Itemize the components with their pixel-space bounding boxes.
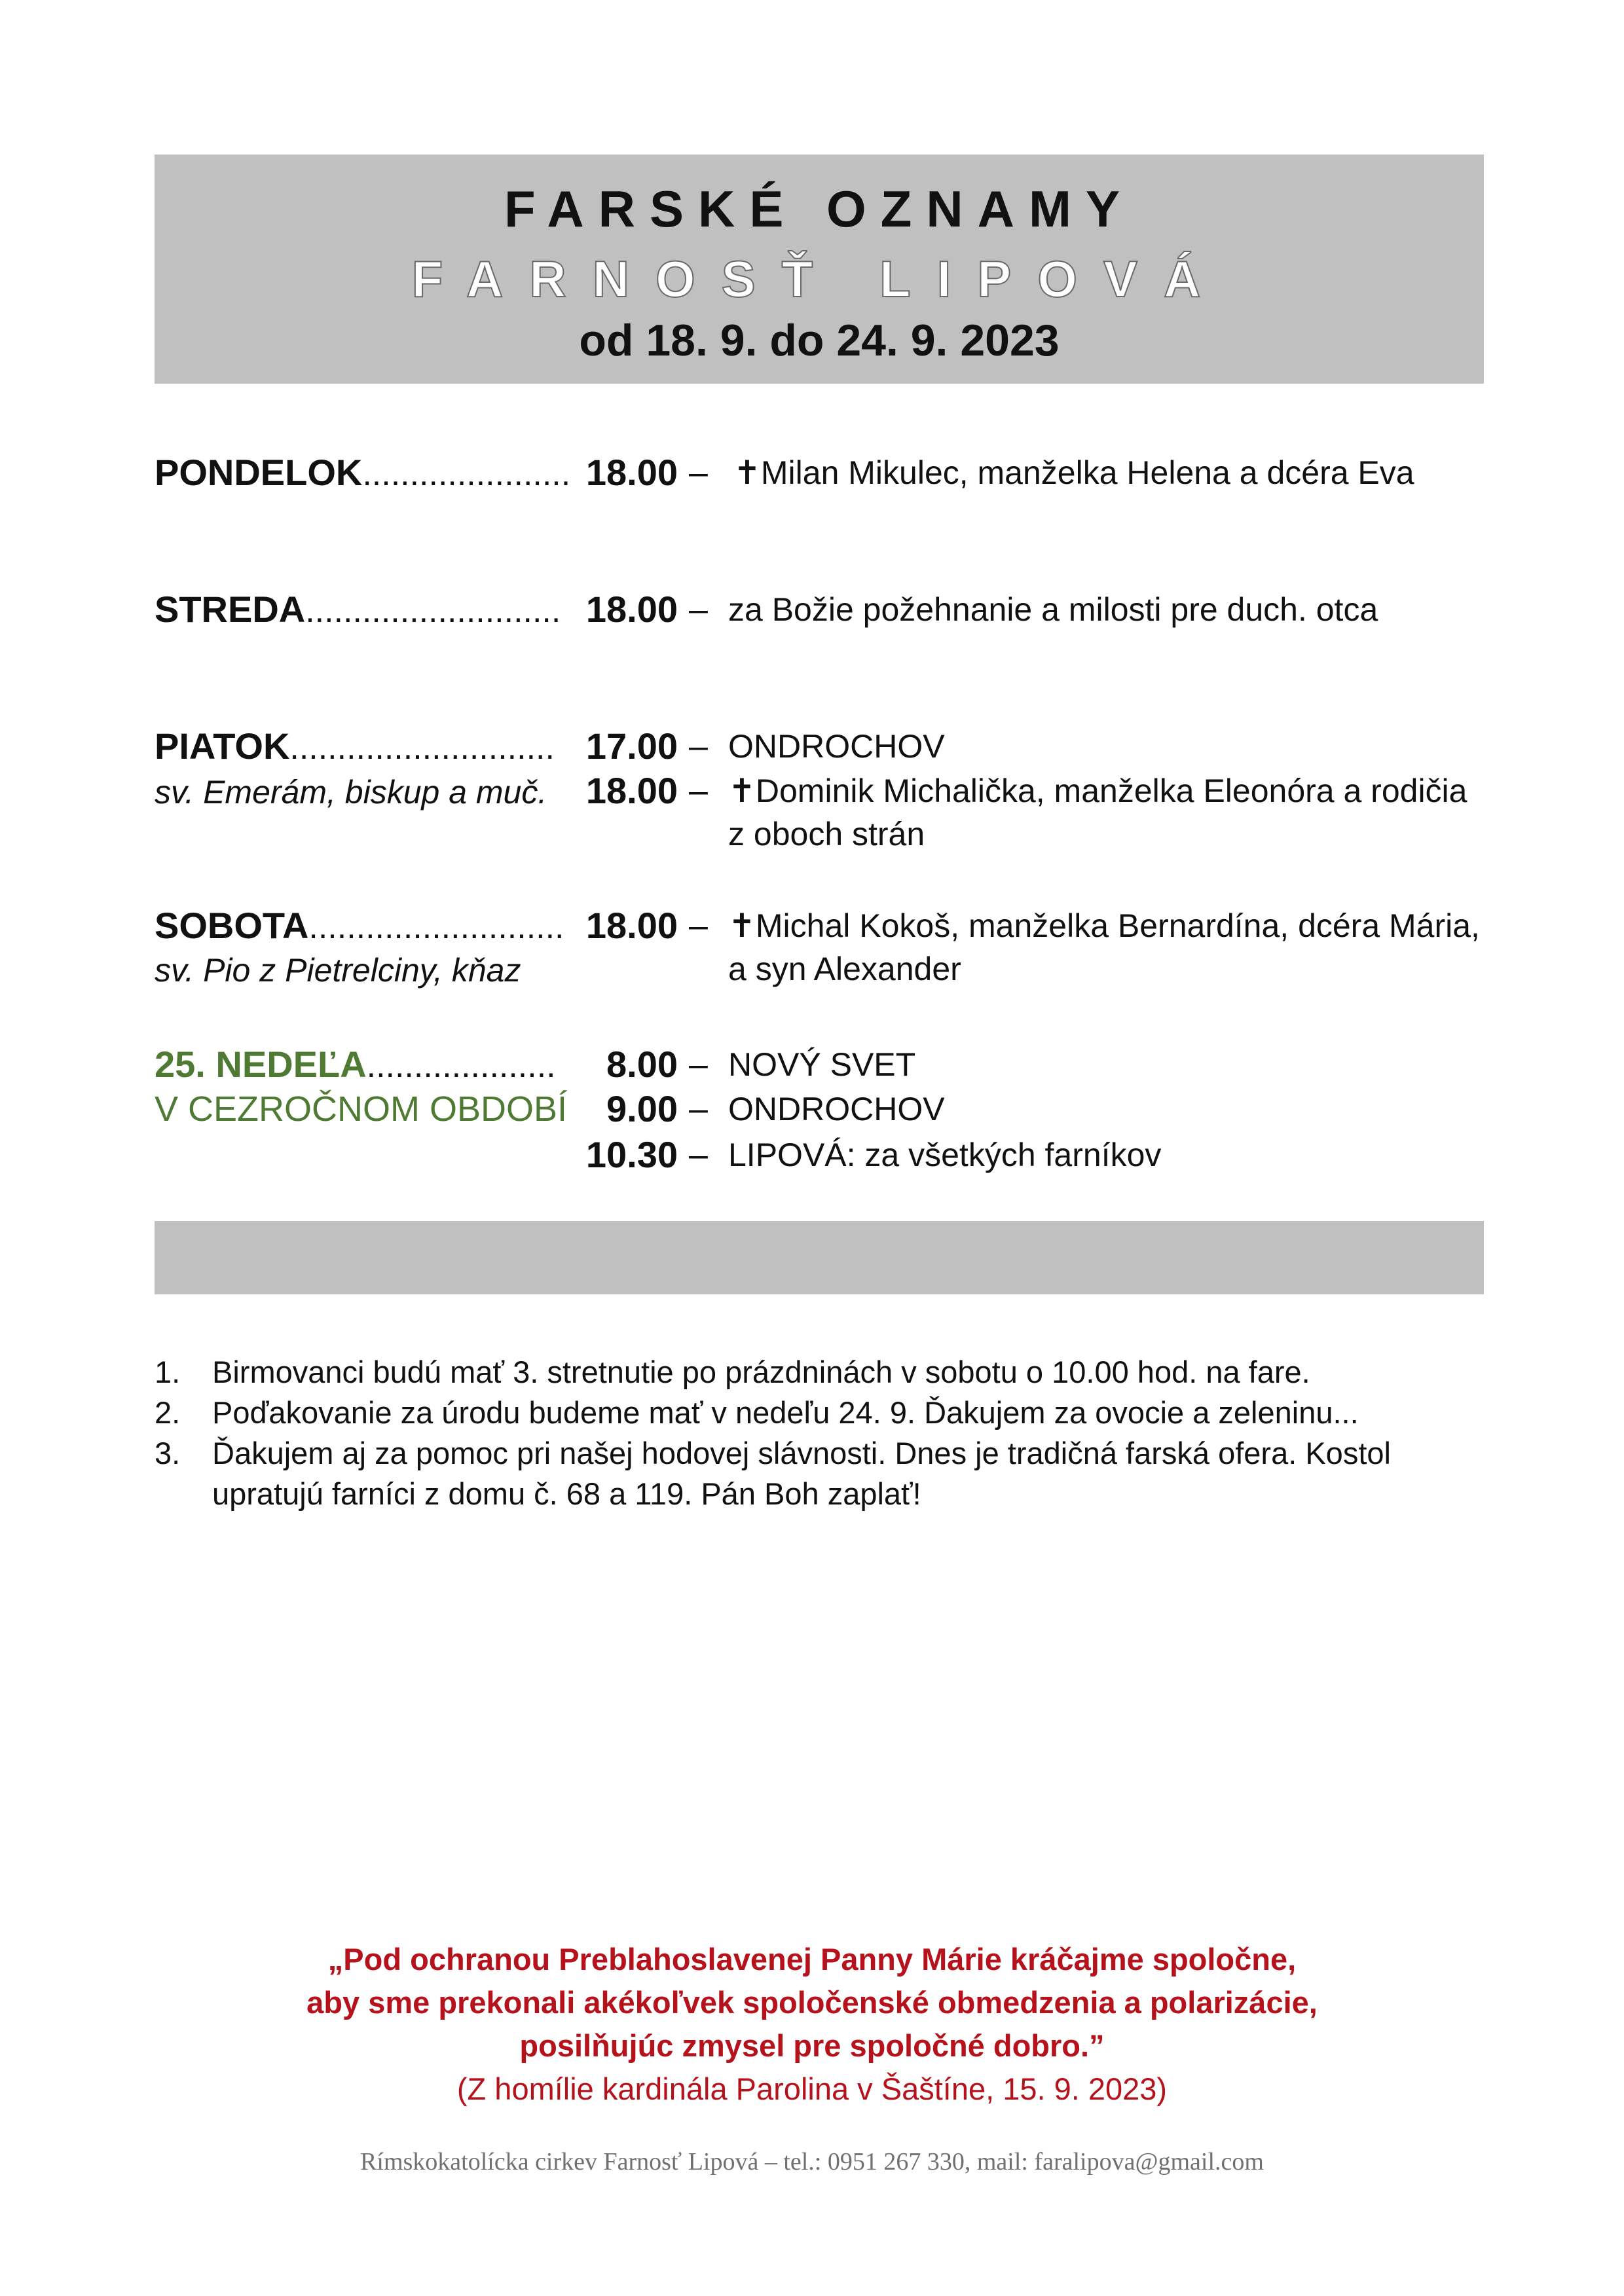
- liturgical-season: V CEZROČNOM OBDOBÍ: [155, 1089, 568, 1129]
- quote-line: „Pod ochranou Preblahoslavenej Panny Márie kráčajme spoločne,: [327, 1942, 1297, 1977]
- notice-item: [155, 1392, 1359, 1434]
- mass-intention-cont: a syn Alexander: [728, 951, 961, 987]
- schedule-row-pondelok: [155, 449, 570, 496]
- leader-dots: ............................: [289, 729, 555, 767]
- mass-intention: ONDROCHOV: [728, 728, 945, 765]
- day-label: PONDELOK: [155, 452, 363, 493]
- notice-number: 2.: [155, 1395, 181, 1430]
- mass-intention: ✝Dominik Michalička, manželka Eleonóra a rodičia: [728, 773, 1467, 809]
- date-range: od 18. 9. do 24. 9. 2023: [579, 316, 1060, 365]
- notice-item: [155, 1351, 1310, 1393]
- mass-intention: ✝Michal Kokoš, manželka Bernardína, dcéra Mária,: [728, 907, 1480, 944]
- dash: –: [689, 727, 708, 765]
- mass-intention: za Božie požehnanie a milosti pre duch. otca: [728, 591, 1378, 628]
- mass-intention: ✝Milan Mikulec, manželka Helena a dcéra Eva: [733, 454, 1414, 491]
- dash: –: [689, 1136, 708, 1174]
- mass-time: 17.00: [585, 725, 678, 767]
- mass-time: 18.00: [585, 770, 678, 811]
- mass-intention: ONDROCHOV: [728, 1091, 945, 1127]
- leader-dots: ....................: [366, 1047, 556, 1085]
- dash: –: [689, 1090, 708, 1128]
- notice-text-cont: upratujú farníci z domu č. 68 a 119. Pán Boh zaplať!: [212, 1476, 921, 1511]
- notice-text: Birmovanci budú mať 3. stretnutie po prázdninách v sobotu o 10.00 hod. na fare.: [212, 1355, 1310, 1389]
- footer-contact: Rímskokatolícka cirkev Farnosť Lipová – tel.: 0951 267 330, mail: faralipova@gmail.com: [360, 2148, 1264, 2176]
- mass-intention: LIPOVÁ: za všetkých farníkov: [728, 1137, 1162, 1173]
- dash: –: [689, 907, 708, 945]
- notice-item: [155, 1432, 1391, 1474]
- dash: –: [689, 772, 708, 810]
- schedule-row-piatok: [155, 723, 555, 770]
- mass-time: 18.00: [585, 589, 678, 630]
- mass-time: 9.00: [606, 1088, 678, 1129]
- parish-name: FARNOSŤ LIPOVÁ: [411, 250, 1227, 308]
- mass-time: 18.00: [585, 452, 678, 493]
- schedule-row-sobota: [155, 902, 564, 949]
- schedule-row-nedela: [155, 1041, 556, 1088]
- leader-dots: ...........................: [308, 908, 564, 946]
- notice-number: 1.: [155, 1355, 181, 1389]
- saint-of-day: sv. Pio z Pietrelciny, kňaz: [155, 952, 521, 989]
- dash: –: [689, 1046, 708, 1084]
- mass-intention: NOVÝ SVET: [728, 1046, 916, 1083]
- mass-time: 10.30: [585, 1134, 678, 1175]
- leader-dots: ...........................: [305, 592, 561, 630]
- dash: –: [689, 454, 708, 492]
- schedule-row-streda: [155, 586, 561, 633]
- dash: –: [689, 591, 708, 629]
- day-label: STREDA: [155, 589, 306, 630]
- day-label: 25. NEDEĽA: [155, 1044, 367, 1085]
- quote-line: aby sme prekonali akékoľvek spoločenské obmedzenia a polarizácie,: [306, 1985, 1318, 2020]
- notice-text: Ďakujem aj za pomoc pri našej hodovej slávnosti. Dnes je tradičná farská ofera. Kostol: [212, 1436, 1391, 1470]
- notice-text: Poďakovanie za úrodu budeme mať v nedeľu 24. 9. Ďakujem za ovocie a zeleninu...: [212, 1395, 1359, 1430]
- day-label: PIATOK: [155, 725, 290, 767]
- day-label: SOBOTA: [155, 905, 309, 946]
- section-divider: [155, 1221, 1484, 1294]
- mass-time: 8.00: [606, 1044, 678, 1085]
- mass-intention-cont: z oboch strán: [728, 816, 925, 852]
- page-title: FARSKÉ OZNAMY: [504, 180, 1135, 238]
- header-banner: [155, 155, 1484, 384]
- mass-time: 18.00: [585, 905, 678, 946]
- notice-number: 3.: [155, 1436, 181, 1470]
- leader-dots: ......................: [362, 455, 571, 493]
- quote-source: (Z homílie kardinála Parolina v Šaštíne, 15. 9. 2023): [456, 2071, 1168, 2106]
- quote-line: posilňujúc zmysel pre spoločné dobro.”: [519, 2028, 1105, 2063]
- saint-of-day: sv. Emerám, biskup a muč.: [155, 774, 547, 811]
